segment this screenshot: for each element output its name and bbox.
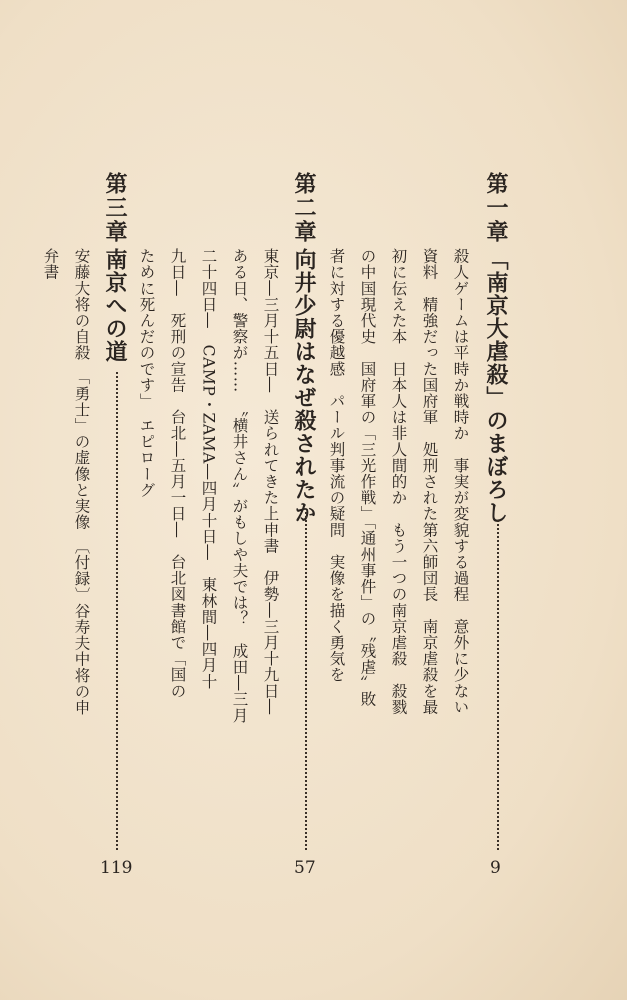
chapter-1-line-2: 資料 精強だった国府軍 処刑された第六師団長 南京虐殺を最 xyxy=(420,248,439,715)
chapter-1-page-number: 9 xyxy=(490,858,501,878)
chapter-3-line-2: 弁書 xyxy=(41,248,60,281)
chapter-2-title: 向井少尉はなぜ殺されたか xyxy=(291,248,317,524)
chapter-3-page-number: 119 xyxy=(100,858,133,878)
chapter-3-title: 南京への道 xyxy=(102,248,128,363)
chapter-1-title: 「南京大虐殺」のまぼろし xyxy=(483,248,509,524)
chapter-2-page-number: 57 xyxy=(294,858,316,878)
chapter-1-line-1: 殺人ゲームは平時か戦時か 事実が変貌する過程 意外に少ない xyxy=(451,248,470,715)
chapter-2-line-5: ために死んだのです」 エピローグ xyxy=(137,248,156,498)
chapter-1-line-5: 者に対する優越感 パール判事流の疑問 実像を描く勇気を xyxy=(327,248,346,683)
chapter-2-leader-dots xyxy=(305,512,307,850)
chapter-3-leader-dots xyxy=(116,372,118,850)
chapter-1-label: 第一章 xyxy=(483,172,509,244)
chapter-2-line-4: 九日― 死刑の宣告 台北―五月一日― 台北図書館で「国の xyxy=(168,248,187,699)
chapter-1-line-4: の中国現代史 国府軍の「三光作戦」「通州事件」の〝残虐〟敗 xyxy=(358,248,377,708)
chapter-2-line-2: ある日、警察が…… 〝横井さん〟がもしや夫では？ 成田―三月 xyxy=(230,248,249,724)
chapter-2-line-3: 二十四日― CAMP・ZAMA―四月十日― 東林間―四月十 xyxy=(199,248,218,690)
chapter-1-leader-dots xyxy=(497,520,499,850)
chapter-3-line-1: 安藤大将の自殺 「勇士」の虚像と実像 〔付録〕谷寿夫中将の申 xyxy=(72,248,91,716)
chapter-2-label: 第二章 xyxy=(291,172,317,244)
chapter-2-line-1: 東京―三月十五日― 送られてきた上申書 伊勢―三月十九日― xyxy=(261,248,280,715)
chapter-1-line-3: 初に伝えた本 日本人は非人間的か もう一つの南京虐殺 殺戮 xyxy=(389,248,408,715)
chapter-3-label: 第三章 xyxy=(102,172,128,244)
